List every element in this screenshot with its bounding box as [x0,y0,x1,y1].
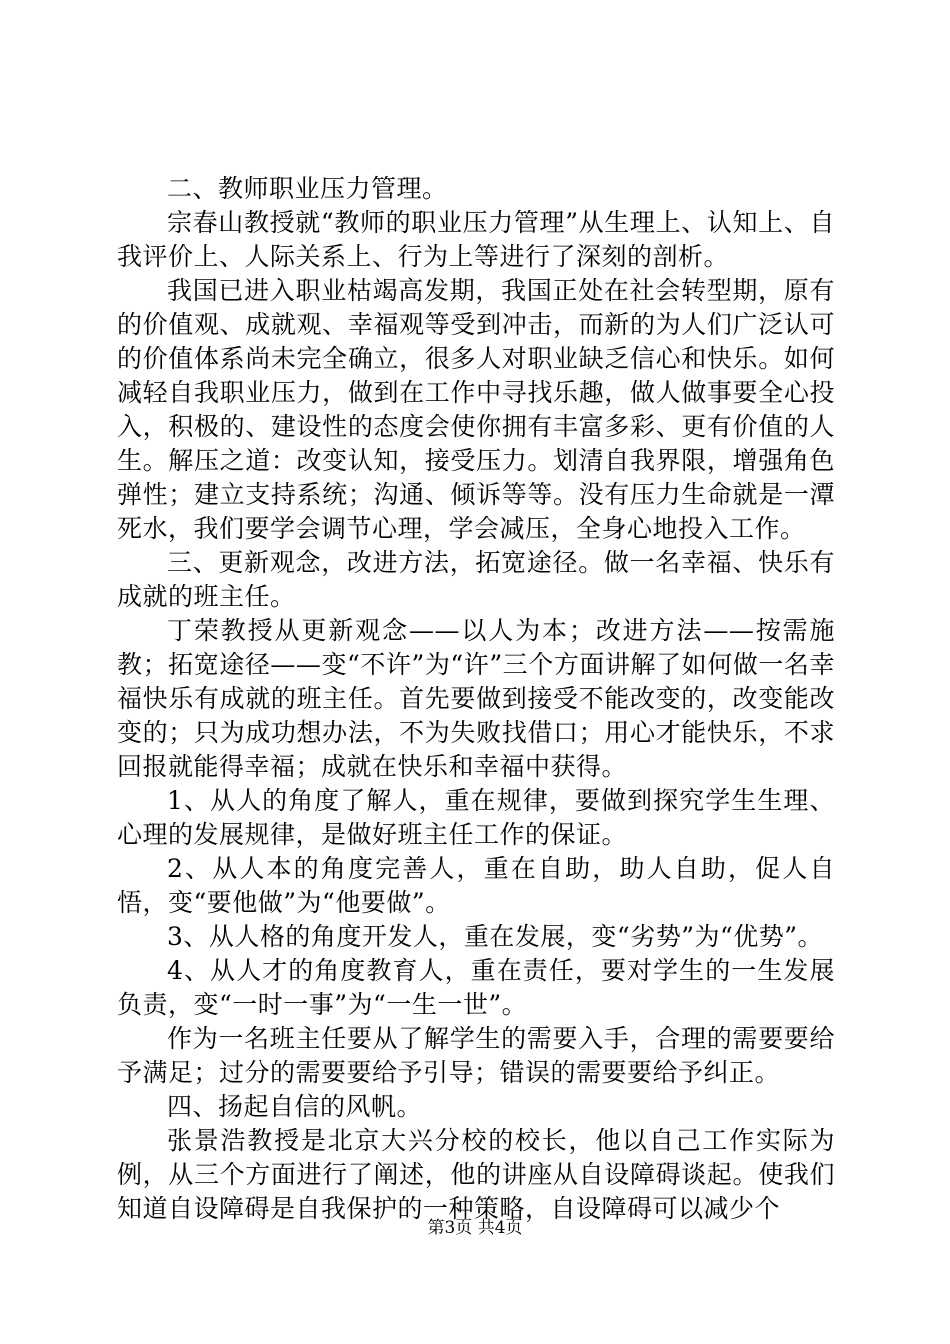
list-item-4: 4、从人才的角度教育人，重在责任，要对学生的一生发展负责，变“一时一事”为“一生一世”。 [117,956,835,1019]
section-heading-2: 二、教师职业压力管理。 [167,174,448,203]
list-item-2: 2、从人本的角度完善人，重在自助，助人自助，促人自悟，变“要他做”为“他要做”。 [117,854,835,917]
paragraph: 张景浩教授是北京大兴分校的校长，他以自己工作实际为例，从三个方面进行了阐述，他的讲座从自设障碍谈起。使我们知道自设障碍是自我保护的一种策略，自设障碍可以减少个 [117,1126,835,1223]
paragraph: 作为一名班主任要从了解学生的需要入手，合理的需要要给予满足；过分的需要要给予引导；错误的需要要给予纠正。 [117,1024,835,1087]
section-heading-4: 四、扬起自信的风帆。 [167,1092,423,1121]
paragraph: 丁荣教授从更新观念——以人为本；改进方法——按需施教；拓宽途径——变“不许”为“许”三个方面讲解了如何做一名幸福快乐有成就的班主任。首先要做到接受不能改变的，改变能改变的；只为成功想办法，不为失败找借口；用心才能快乐，不求回报就能得幸福；成就在快乐和幸福中获得。 [117,616,835,781]
section-heading-3: 三、更新观念，改进方法，拓宽途径。做一名幸福、快乐有成就的班主任。 [117,548,835,611]
paragraph: 宗春山教授就“教师的职业压力管理”从生理上、认知上、自我评价上、人际关系上、行为上等进行了深刻的剖析。 [117,208,835,271]
page-number: 第3页 共4页 [427,1218,523,1238]
document-body [117,172,835,1226]
list-item-1: 1、从人的角度了解人，重在规律，要做到探究学生生理、心理的发展规律，是做好班主任工作的保证。 [117,786,835,849]
page-footer [0,1216,950,1240]
paragraph: 我国已进入职业枯竭高发期，我国正处在社会转型期，原有的价值观、成就观、幸福观等受到冲击，而新的为人们广泛认可的价值体系尚未完全确立，很多人对职业缺乏信心和快乐。如何减轻自我职业压力，做到在工作中寻找乐趣，做人做事要全心投入，积极的、建设性的态度会使你拥有丰富多彩、更有价值的人生。解压之道：改变认知，接受压力。划清自我界限，增强角色弹性；建立支持系统；沟通、倾诉等等。没有压力生命就是一潭死水，我们要学会调节心理，学会减压，全身心地投入工作。 [117,276,835,543]
list-item-3: 3、从人格的角度开发人，重在发展，变“劣势”为“优势”。 [167,922,824,951]
